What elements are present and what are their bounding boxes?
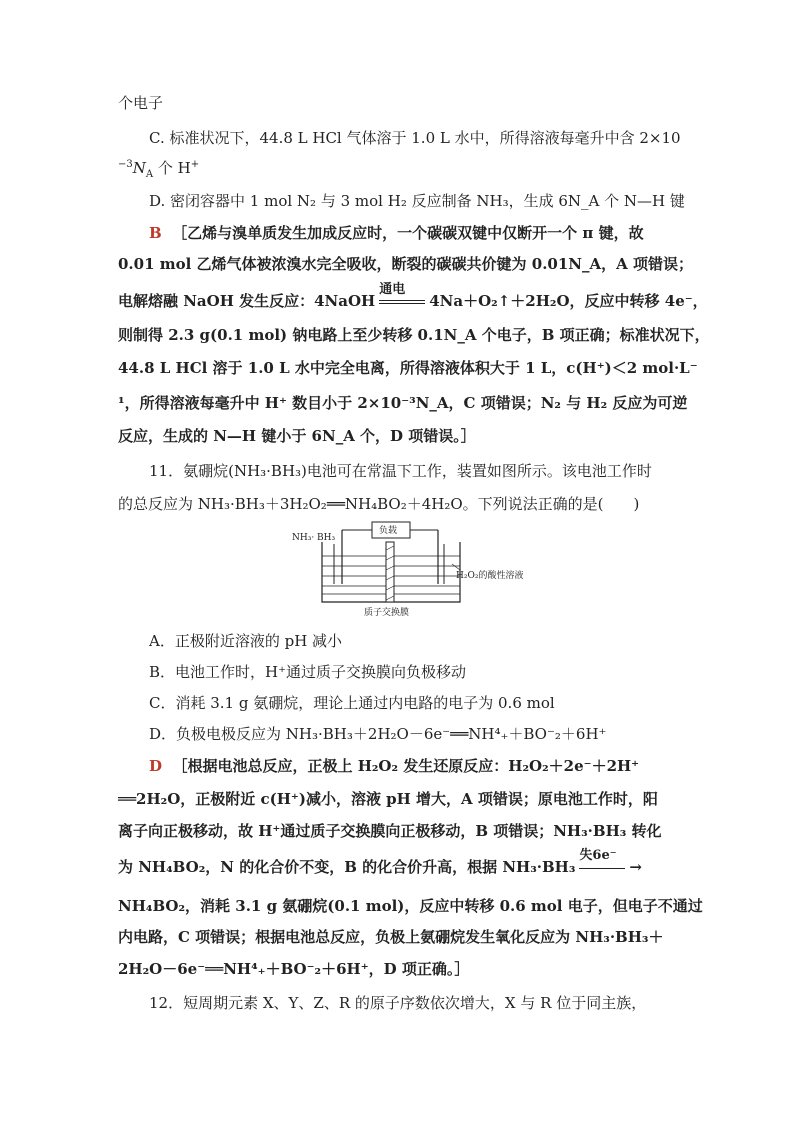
answer-letter: D — [149, 757, 163, 775]
answer-10-line: ¹，所得溶液每毫升中 H⁺ 数目小于 2×10⁻³N_A，C 项错误；N₂ 与 H₂ 反应为可逆 — [118, 394, 688, 412]
answer-11-line: D ［根据电池总反应，正极上 H₂O₂ 发生还原反应：H₂O₂＋2e⁻＋2H⁺ — [149, 757, 640, 775]
label-ammonia-borane: NH₃· BH₃ — [292, 533, 336, 543]
answer-10-line: 则制得 2.3 g(0.1 mol) 钠电路上至少转移 0.1N_A 个电子，B 项正确；标准状况下， — [118, 326, 710, 344]
answer-11-line: ══2H₂O，正极附近 c(H⁺)减小，溶液 pH 增大，A 项错误；原电池工作时，阳 — [118, 790, 658, 808]
answer-10-line: 0.01 mol 乙烯气体被浓溴水完全吸收，断裂的碳碳共价键为 0.01N_A，A 项错误； — [118, 255, 694, 273]
answer-11-line: NH₄BO₂，消耗 3.1 g 氨硼烷(0.1 mol)，反应中转移 0.6 mol 电子，但电子不通过 — [118, 897, 703, 915]
battery-diagram — [292, 518, 524, 618]
text-line: $^{-3}N_A$ 个 H+ — [118, 159, 200, 180]
answer-10-line: 电解熔融 NaOH 发生反应：4NaOH 通电 4Na＋O₂↑＋2H₂O，反应中转移 4e⁻， — [118, 282, 708, 310]
proton-exchange-membrane — [386, 542, 394, 602]
answer-11-line: 2H₂O－6e⁻══NH⁴₊＋BO⁻₂＋6H⁺，D 项正确。］ — [118, 960, 470, 978]
electrolysis-arrow: 通电 — [375, 290, 429, 312]
loss-electron-arrow: 失6e⁻ → — [579, 848, 642, 876]
question-12: 12．短周期元素 X、Y、Z、R 的原子序数依次增大，X 与 R 位于同主族， — [149, 994, 647, 1012]
answer-10-line: 反应，生成的 N—H 键小于 6N_A 个，D 项错误。］ — [118, 427, 476, 445]
option-b: B．电池工作时，H⁺通过质子交换膜向负极移动 — [149, 663, 467, 681]
option-a: A．正极附近溶液的 pH 减小 — [149, 632, 343, 650]
answer-letter: B — [149, 224, 162, 242]
label-h2o2-solution: H₂O₂的酸性溶液 — [456, 571, 524, 581]
option-d: D. 密闭容器中 1 mol N₂ 与 3 mol H₂ 反应制备 NH₃，生成 6N_A 个 N—H 键 — [149, 192, 685, 210]
answer-11-line: 内电路，C 项错误；根据电池总反应，负极上氨硼烷发生氧化反应为 NH₃·BH₃＋ — [118, 928, 664, 946]
question-11: 的总反应为 NH₃·BH₃＋3H₂O₂══NH₄BO₂＋4H₂O。下列说法正确的是( ) — [118, 495, 640, 513]
text-line: 个电子 — [118, 94, 164, 112]
answer-11-line: 为 NH₄BO₂，N 的化合价不变，B 的化合价升高，根据 NH₃·BH₃ 失6e⁻ → — [118, 848, 642, 876]
label-load: 负载 — [379, 526, 398, 536]
answer-10-line: 44.8 L HCl 溶于 1.0 L 水中完全电离，所得溶液体积大于 1 L，c(H⁺)＜2 mol·L⁻ — [118, 359, 698, 377]
answer-11-line: 离子向正极移动，故 H⁺通过质子交换膜向正极移动，B 项错误；NH₃·BH₃ 转化 — [118, 822, 662, 840]
option-c: C. 标准状况下，44.8 L HCl 气体溶于 1.0 L 水中，所得溶液每毫升中含 2×10 — [149, 129, 681, 147]
label-membrane: 质子交换膜 — [364, 608, 410, 618]
question-11: 11．氨硼烷(NH₃·BH₃)电池可在常温下工作，装置如图所示。该电池工作时 — [149, 462, 652, 480]
option-c: C．消耗 3.1 g 氨硼烷，理论上通过内电路的电子为 0.6 mol — [149, 694, 555, 712]
answer-10-line: B ［乙烯与溴单质发生加成反应时，一个碳碳双键中仅断开一个 π 键，故 — [149, 224, 644, 242]
option-d: D．负极电极反应为 NH₃·BH₃＋2H₂O－6e⁻══NH⁴₊＋BO⁻₂＋6H⁺ — [149, 725, 607, 743]
